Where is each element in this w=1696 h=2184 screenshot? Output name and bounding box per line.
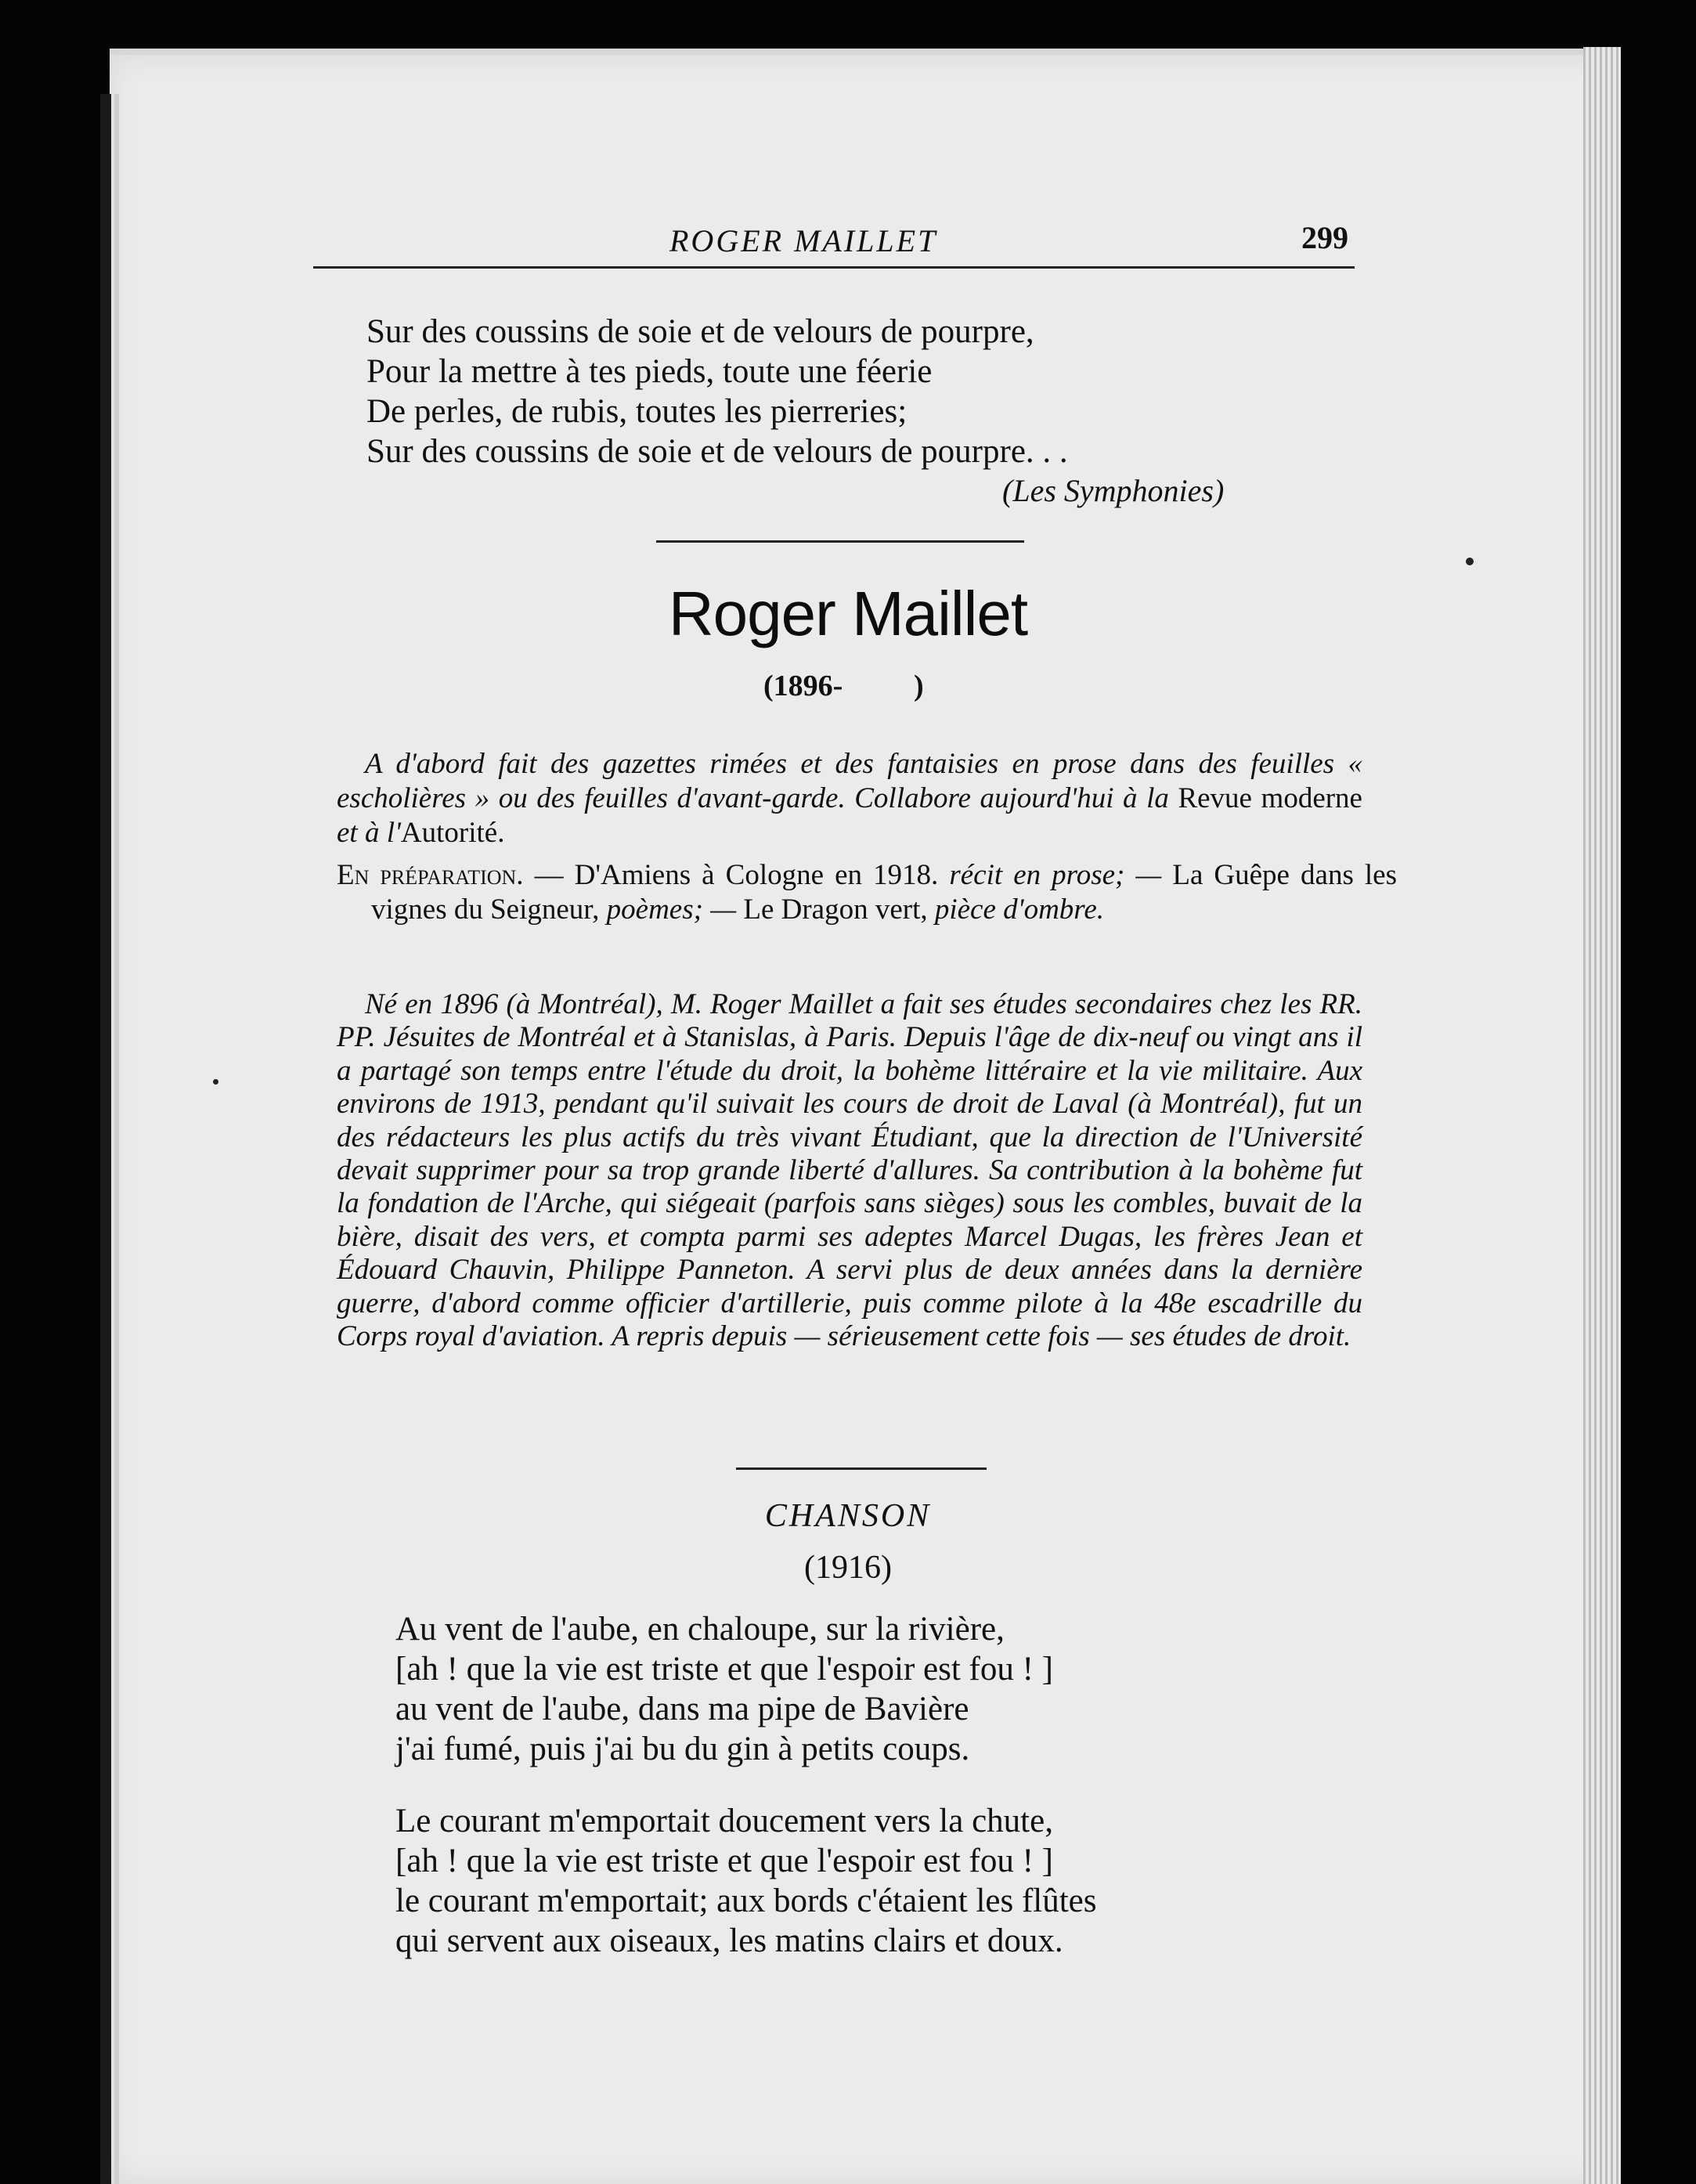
section-divider: [736, 1467, 987, 1470]
scan-speck: [213, 1079, 218, 1085]
work-genre: poèmes; —: [606, 893, 737, 926]
verse-line: Pour la mettre à tes pieds, toute une féerie: [366, 353, 933, 390]
verse-line: Sur des coussins de soie et de velours de pourpre,: [366, 313, 1034, 350]
work-title: La Guêpe dans les vignes du Seigneur,: [371, 859, 1397, 926]
poem-year: (1916): [804, 1550, 892, 1586]
poem-stanza: [395, 1801, 1366, 1961]
running-header: [313, 219, 1355, 269]
poem-stanza: [395, 1609, 1366, 1769]
running-title: ROGER MAILLET: [669, 223, 938, 258]
poem-line: [ah ! que la vie est triste et que l'espoir est fou ! ]: [395, 1843, 1053, 1879]
publication-title: Autorité.: [400, 817, 505, 849]
scan-speck: [1466, 558, 1474, 565]
book-binding: [100, 94, 111, 2184]
verse-source: (Les Symphonies): [1002, 473, 1225, 508]
author-name: Roger Maillet: [668, 579, 1028, 648]
poem-line: j'ai fumé, puis j'ai bu du gin à petits coups.: [395, 1731, 970, 1767]
poem-line: qui servent aux oiseaux, les matins clairs et doux.: [395, 1922, 1063, 1959]
work-genre: récit en prose; —: [949, 859, 1162, 891]
work-title: — D'Amiens à Cologne en 1918.: [523, 859, 950, 891]
poem-title: CHANSON: [764, 1498, 932, 1534]
bio-paragraph-biography: Né en 1896 (à Montréal), M. Roger Maillet a fait ses études secondaires chez les RR. PP. Jésuites de Montréal et à Stanislas, à Paris. Depuis l'âge de dix-neuf ou vingt ans il a partagé son temps entre l'étude du droit, la bohème littéraire et la vie militaire. Aux environs de 1913, pendant qu'il suivait les cours de droit de Laval (à Montréal), fut un des rédacteurs les plus actifs du très vivant Étudiant, que la direction de l'Université devait supprimer pour sa trop grande liberté d'allures. Sa contribution à la bohème fut la fondation de l'Arche, qui siégeait (parfois sans sièges) sous les combles, buvait de la bière, disait des vers, et compta parmi ses adeptes Marcel Dugas, les frères Jean et Édouard Chauvin, Philippe Panneton. A servi plus de deux années dans la dernière guerre, d'abord comme officier d'artillerie, puis comme pilote à la 48e escadrille du Corps royal d'aviation. A repris depuis — sérieusement cette fois — ses études de droit.: [337, 988, 1362, 1353]
verse-line: De perles, de rubis, toutes les pierreries;: [366, 393, 908, 430]
bio-paragraph-publications: [337, 747, 1362, 850]
birth-year: (1896-: [763, 670, 843, 702]
bio-text: A d'abord fait des gazettes rimées et des fantaisies en prose dans des feuilles « escholières » ou des feuilles d'avant-garde. Collabore aujourd'hui à la: [337, 748, 1362, 814]
author-dates: [763, 669, 924, 703]
poem-line: au vent de l'aube, dans ma pipe de Bavière: [395, 1691, 969, 1727]
bio-text: et à l': [337, 817, 401, 849]
work-title: Le Dragon vert,: [736, 893, 935, 926]
in-preparation-label: En préparation.: [337, 859, 524, 891]
poem-line: Au vent de l'aube, en chaloupe, sur la rivière,: [395, 1611, 1005, 1648]
section-divider: [656, 540, 1024, 543]
publication-title: Revue moderne: [1178, 782, 1362, 814]
dates-close: ): [914, 670, 924, 702]
poem-line: [ah ! que la vie est triste et que l'espoir est fou ! ]: [395, 1651, 1053, 1688]
bio-paragraph-in-preparation: [337, 858, 1397, 927]
verse-line: Sur des coussins de soie et de velours de pourpre. . .: [366, 433, 1068, 470]
poem-line: le courant m'emportait; aux bords c'étaient les flûtes: [395, 1883, 1097, 1919]
verse-excerpt: [366, 312, 1353, 471]
page-number: 299: [1301, 220, 1348, 255]
work-genre: pièce d'ombre.: [934, 893, 1104, 926]
page-stack-edge: [1583, 47, 1621, 2184]
poem-line: Le courant m'emportait doucement vers la chute,: [395, 1803, 1053, 1839]
